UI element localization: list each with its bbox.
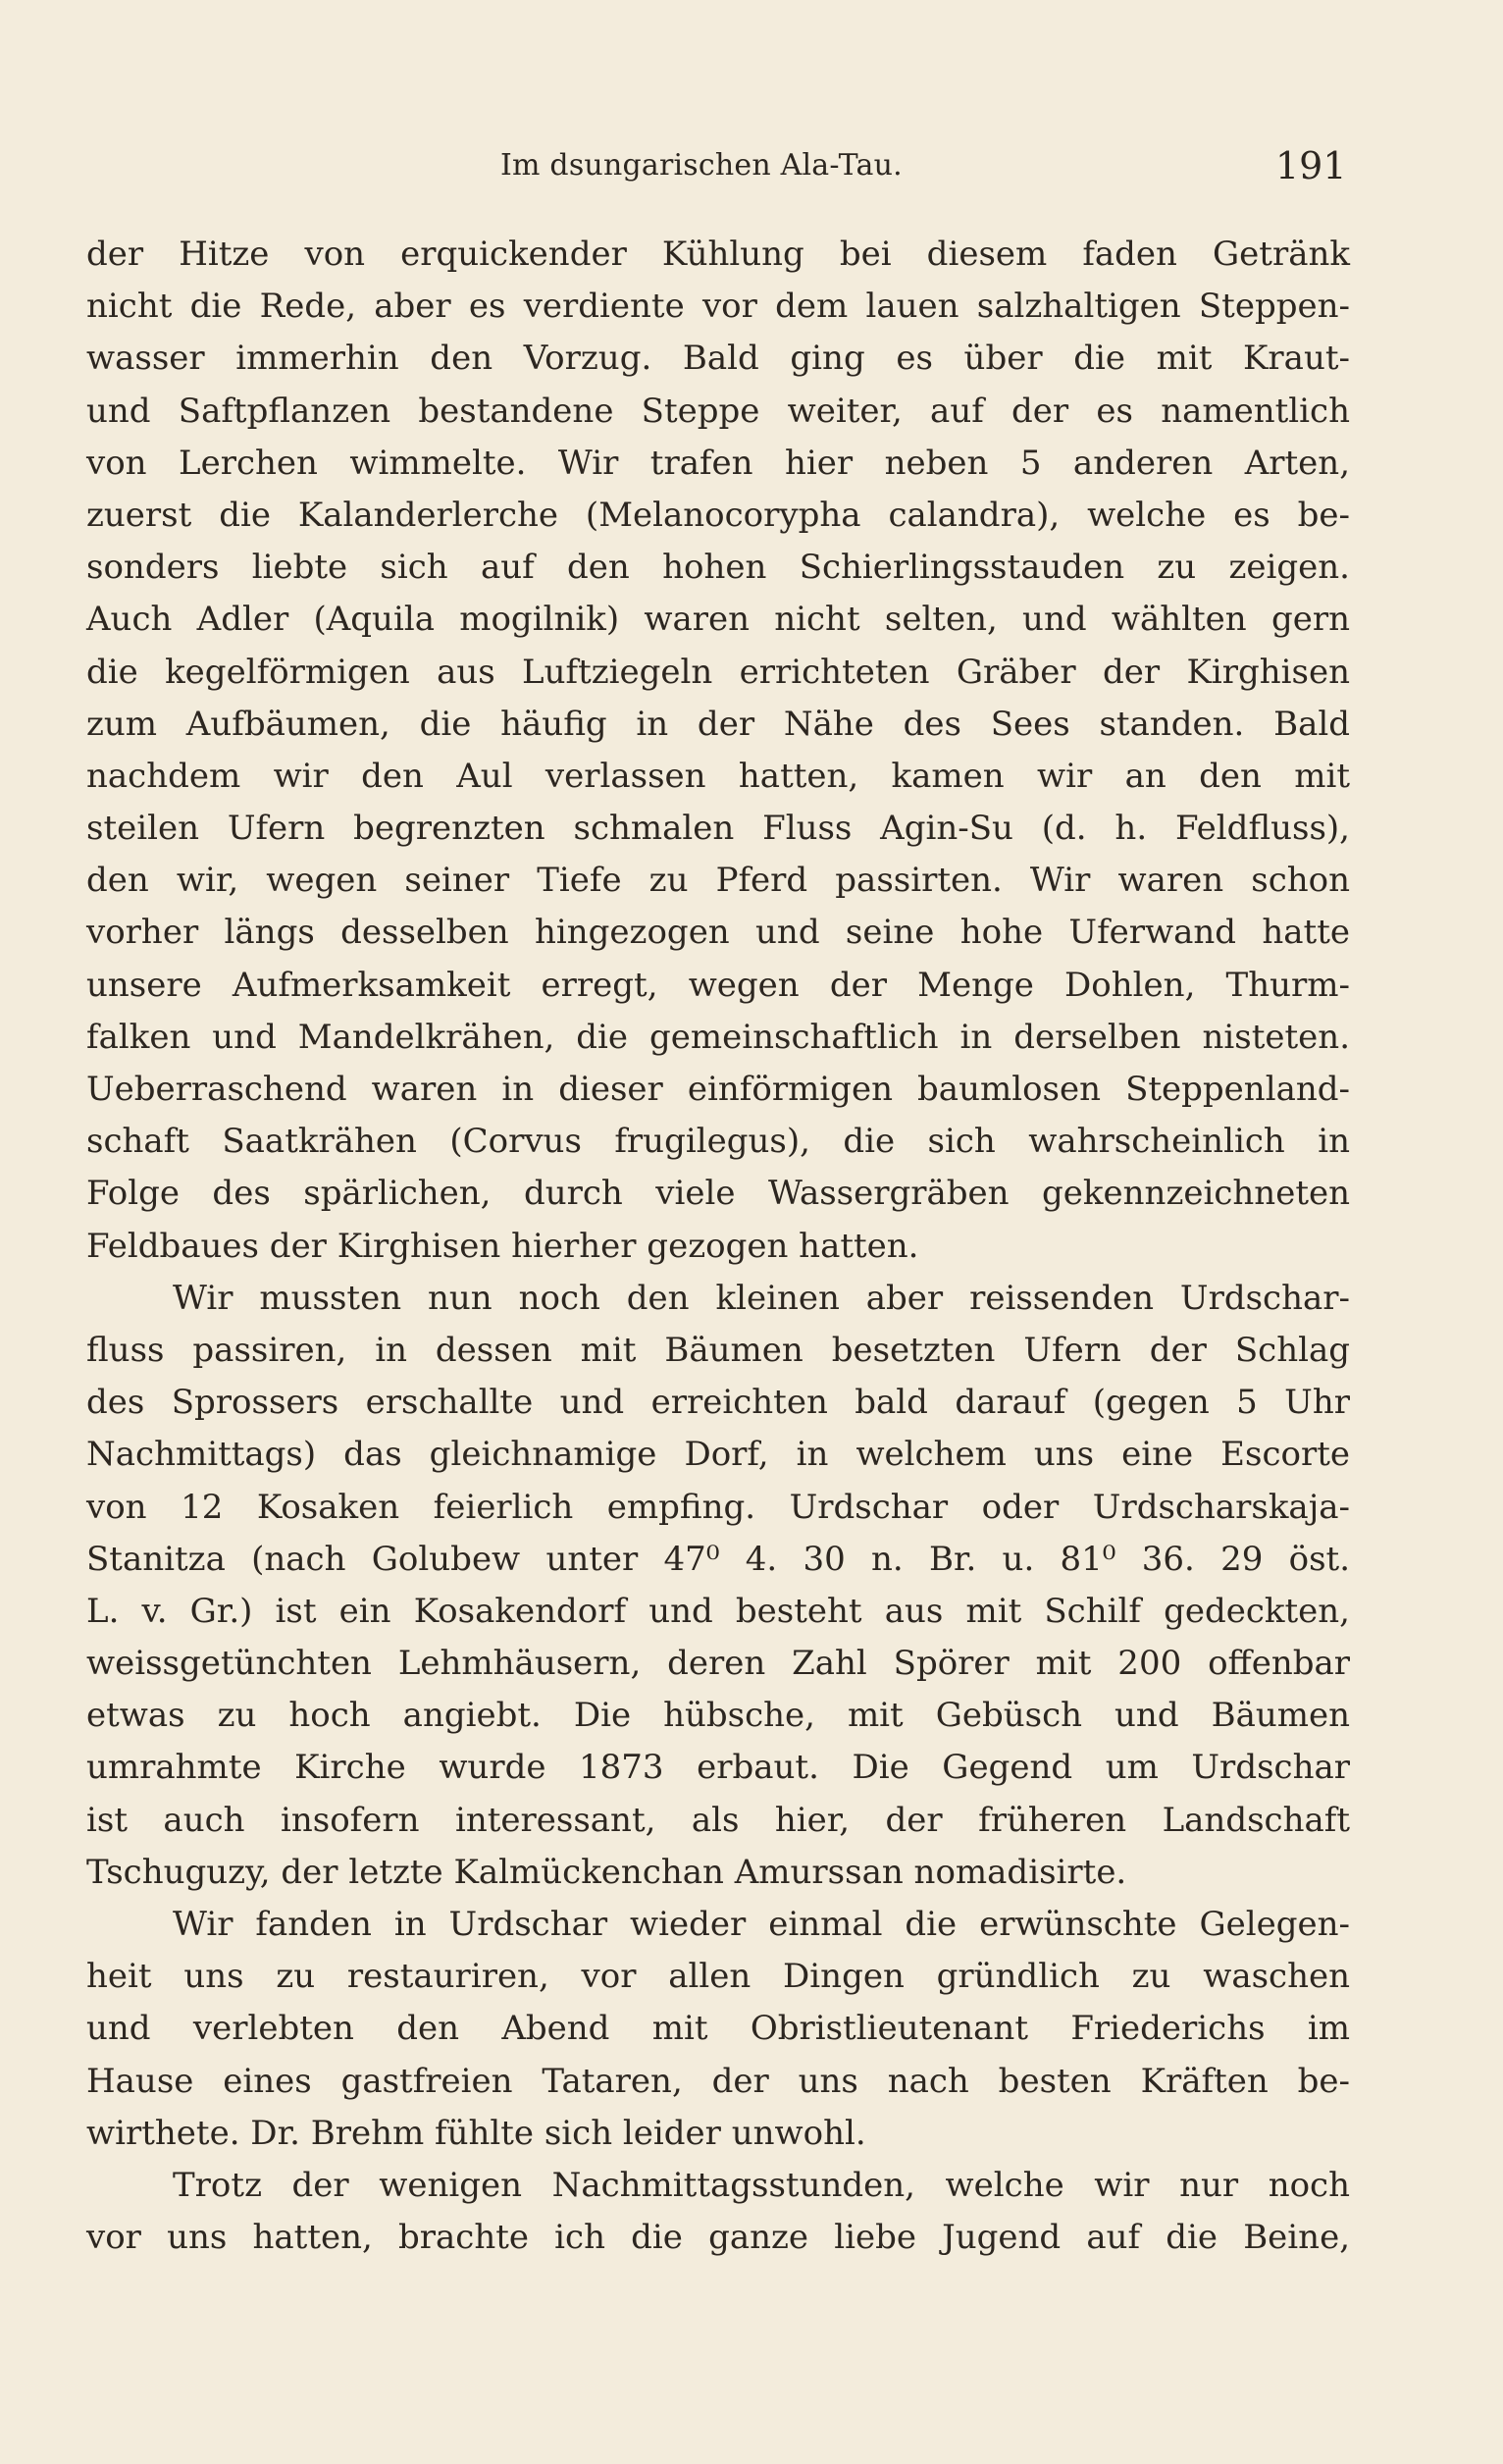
text-line: und verlebten den Abend mit Obristlieutenant Friederichs im	[86, 2009, 1350, 2049]
page-number: 191	[1275, 144, 1347, 187]
text-line: fluss passiren, in dessen mit Bäumen besetzten Ufern der Schlag	[86, 1330, 1350, 1370]
text-line: nicht die Rede, aber es verdiente vor dem lauen salzhaltigen Steppen-	[86, 287, 1350, 327]
text-line: sonders liebte sich auf den hohen Schierlingsstauden zu zeigen.	[86, 548, 1350, 588]
paragraph-end-line: Tschuguzy, der letzte Kalmückenchan Amurssan nomadisirte.	[86, 1852, 1127, 1892]
text-line: ist auch insofern interessant, als hier, der früheren Landschaft	[86, 1800, 1350, 1840]
text-line: Stanitza (nach Golubew unter 47⁰ 4. 30 n. Br. u. 81⁰ 36. 29 öst.	[86, 1539, 1350, 1579]
text-line: und Saftpflanzen bestandene Steppe weiter, auf der es namentlich	[86, 391, 1350, 431]
text-line: nachdem wir den Aul verlassen hatten, kamen wir an den mit	[86, 756, 1350, 796]
text-line: Nachmittags) das gleichnamige Dorf, in welchem uns eine Escorte	[86, 1435, 1350, 1475]
text-line: heit uns zu restauriren, vor allen Dingen gründlich zu waschen	[86, 1957, 1350, 1997]
body-text	[86, 229, 1350, 2264]
text-line: Folge des spärlichen, durch viele Wassergräben gekennzeichneten	[86, 1174, 1350, 1214]
text-line: vor uns hatten, brachte ich die ganze liebe Jugend auf die Beine,	[86, 2218, 1350, 2258]
text-line: schaft Saatkrähen (Corvus frugilegus), die sich wahrscheinlich in	[86, 1122, 1350, 1162]
running-title: Im dsungarischen Ala-Tau.	[500, 148, 903, 183]
text-line: die kegelförmigen aus Luftziegeln errichteten Gräber der Kirghisen	[86, 652, 1350, 692]
text-line: wasser immerhin den Vorzug. Bald ging es über die mit Kraut-	[86, 339, 1350, 379]
paragraph-start-line: Wir mussten nun noch den kleinen aber reissenden Urdschar-	[173, 1278, 1350, 1318]
text-line: Ueberraschend waren in dieser einförmigen baumlosen Steppenland-	[86, 1070, 1350, 1109]
text-line: weissgetünchten Lehmhäusern, deren Zahl Spörer mit 200 offenbar	[86, 1644, 1350, 1684]
paragraph-end-line: Feldbaues der Kirghisen hierher gezogen hatten.	[86, 1226, 919, 1266]
text-line: des Sprossers erschallte und erreichten bald darauf (gegen 5 Uhr	[86, 1383, 1350, 1423]
text-line: von 12 Kosaken feierlich empfing. Urdschar oder Urdscharskaja-	[86, 1487, 1350, 1527]
text-line: Hause eines gastfreien Tataren, der uns nach besten Kräften be-	[86, 2061, 1350, 2101]
text-line: L. v. Gr.) ist ein Kosakendorf und besteht aus mit Schilf gedeckten,	[86, 1591, 1350, 1631]
text-line: falken und Mandelkrähen, die gemeinschaftlich in derselben nisteten.	[86, 1017, 1350, 1057]
text-line: etwas zu hoch angiebt. Die hübsche, mit Gebüsch und Bäumen	[86, 1696, 1350, 1736]
paragraph-start-line: Wir fanden in Urdschar wieder einmal die erwünschte Gelegen-	[173, 1905, 1350, 1944]
text-line: von Lerchen wimmelte. Wir trafen hier neben 5 anderen Arten,	[86, 443, 1350, 483]
text-line: der Hitze von erquickender Kühlung bei diesem faden Getränk	[86, 235, 1350, 274]
page-header	[0, 141, 1503, 190]
paragraph-start-line: Trotz der wenigen Nachmittagsstunden, welche wir nur noch	[173, 2165, 1350, 2205]
text-line: umrahmte Kirche wurde 1873 erbaut. Die Gegend um Urdschar	[86, 1748, 1350, 1788]
text-line: zum Aufbäumen, die häufig in der Nähe des Sees standen. Bald	[86, 704, 1350, 744]
paragraph-end-line: wirthete. Dr. Brehm fühlte sich leider unwohl.	[86, 2113, 866, 2153]
text-line: den wir, wegen seiner Tiefe zu Pferd passirten. Wir waren schon	[86, 861, 1350, 901]
text-line: zuerst die Kalanderlerche (Melanocorypha calandra), welche es be-	[86, 495, 1350, 535]
text-line: unsere Aufmerksamkeit erregt, wegen der Menge Dohlen, Thurm-	[86, 965, 1350, 1005]
text-line: Auch Adler (Aquila mogilnik) waren nicht selten, und wählten gern	[86, 600, 1350, 640]
text-line: steilen Ufern begrenzten schmalen Fluss Agin-Su (d. h. Feldfluss),	[86, 809, 1350, 849]
text-line: vorher längs desselben hingezogen und seine hohe Uferwand hatte	[86, 913, 1350, 953]
